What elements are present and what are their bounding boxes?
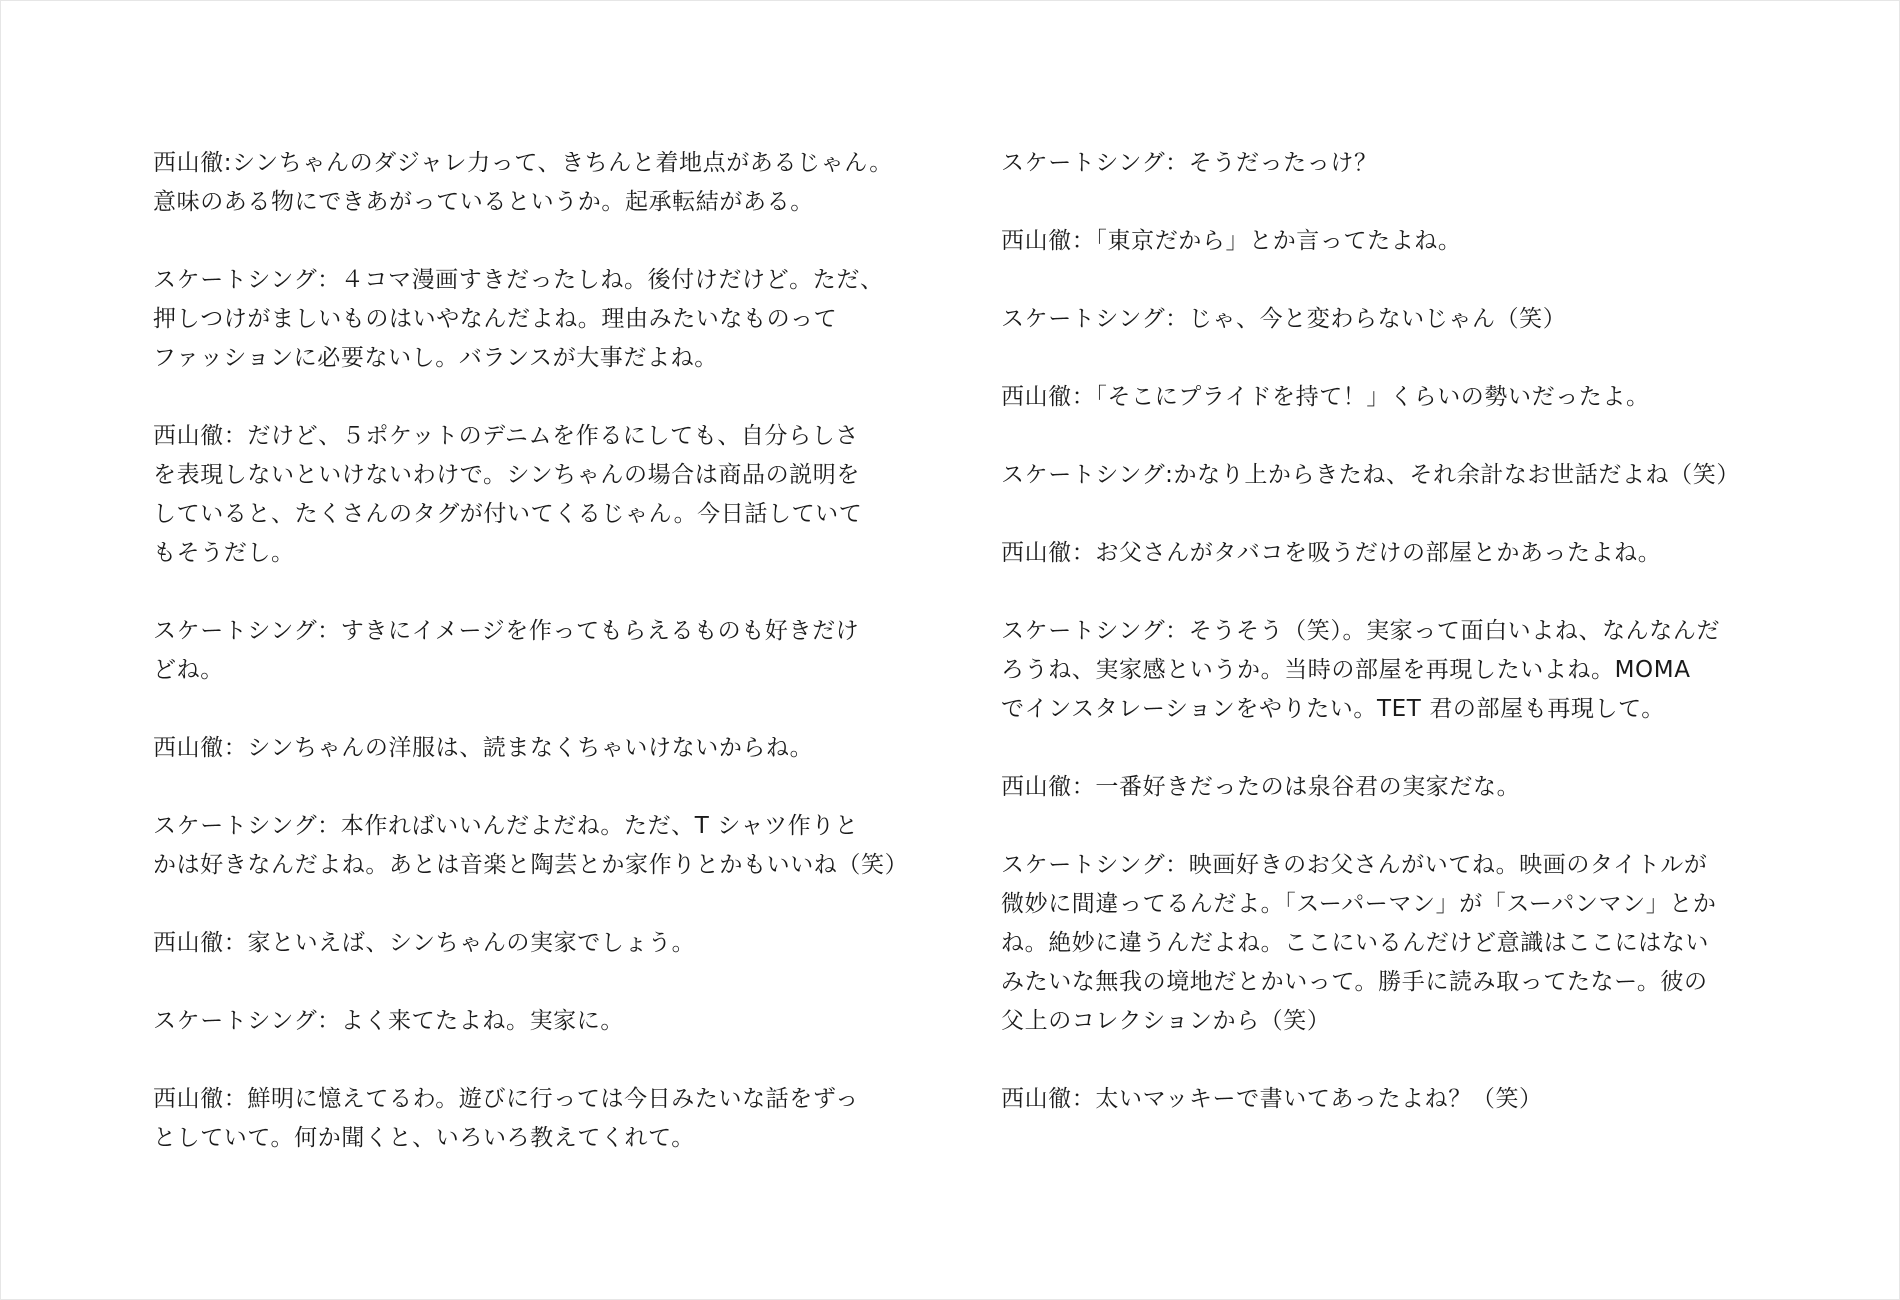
dialogue-line: スケートシング：映画好きのお父さんがいてね。映画のタイトルが — [1001, 852, 1708, 878]
dialogue-line: 意味のある物にできあがっているというか。起承転結がある。 — [153, 189, 814, 215]
dialogue-line: していると、たくさんのタグが付いてくるじゃん。今日話していて — [153, 501, 863, 527]
dialogue-line: 西山徹：太いマッキーで書いてあったよね？（笑） — [1001, 1086, 1543, 1112]
dialogue-paragraph — [1001, 456, 1791, 495]
right-column — [1001, 144, 1791, 1158]
dialogue-line: 西山徹：だけど、５ポケットのデニムを作るにしても、自分らしさ — [153, 423, 859, 449]
dialogue-line: 押しつけがましいものはいやなんだよね。理由みたいなものって — [153, 306, 838, 332]
dialogue-line: 西山徹：「そこにプライドを持て！」くらいの勢いだったよ。 — [1001, 384, 1650, 410]
dialogue-paragraph — [153, 729, 928, 768]
dialogue-line: 西山徹:シンちゃんのダジャレ力って、きちんと着地点があるじゃん。 — [153, 150, 893, 176]
dialogue-paragraph — [1001, 1080, 1791, 1119]
dialogue-line: スケートシング：そうだったっけ？ — [1001, 150, 1378, 176]
dialogue-line: もそうだし。 — [153, 540, 295, 566]
dialogue-paragraph — [153, 1080, 928, 1158]
dialogue-paragraph — [153, 261, 928, 378]
dialogue-paragraph — [153, 1002, 928, 1041]
dialogue-paragraph — [1001, 222, 1791, 261]
dialogue-paragraph — [153, 144, 928, 222]
dialogue-line: スケートシング：本作ればいいんだよだね。ただ、T シャツ作りと — [153, 813, 859, 839]
dialogue-line: どね。 — [153, 657, 224, 683]
dialogue-paragraph — [1001, 846, 1791, 1041]
dialogue-paragraph — [153, 924, 928, 963]
dialogue-line: スケートシング：４コマ漫画すきだったしね。後付けだけど。ただ、 — [153, 267, 884, 293]
dialogue-paragraph — [1001, 534, 1791, 573]
dialogue-paragraph — [1001, 300, 1791, 339]
dialogue-paragraph — [1001, 378, 1791, 417]
dialogue-line: かは好きなんだよね。あとは音楽と陶芸とか家作りとかもいいね（笑） — [153, 852, 909, 878]
dialogue-paragraph — [153, 417, 928, 573]
dialogue-line: でインスタレーションをやりたい。TET 君の部屋も再現して。 — [1001, 696, 1665, 722]
dialogue-line: 西山徹：シンちゃんの洋服は、読まなくちゃいけないからね。 — [153, 735, 814, 761]
dialogue-line: スケートシング：じゃ、今と変わらないじゃん（笑） — [1001, 306, 1567, 332]
dialogue-paragraph — [153, 612, 928, 690]
dialogue-line: を表現しないといけないわけで。シンちゃんの場合は商品の説明を — [153, 462, 860, 488]
dialogue-paragraph — [153, 807, 928, 885]
dialogue-line: としていて。何か聞くと、いろいろ教えてくれて。 — [153, 1125, 695, 1151]
dialogue-line: スケートシング：よく来てたよね。実家に。 — [153, 1008, 624, 1034]
dialogue-line: 西山徹：お父さんがタバコを吸うだけの部屋とかあったよね。 — [1001, 540, 1662, 566]
dialogue-paragraph — [1001, 612, 1791, 729]
dialogue-line: ろうね、実家感というか。当時の部屋を再現したいよね。MOMA — [1001, 657, 1691, 683]
dialogue-paragraph — [1001, 768, 1791, 807]
dialogue-paragraph — [1001, 144, 1791, 183]
dialogue-line: 西山徹：「東京だから」とか言ってたよね。 — [1001, 228, 1462, 254]
dialogue-line: スケートシング：そうそう（笑）。実家って面白いよね、なんなんだ — [1001, 618, 1721, 644]
dialogue-line: スケートシング：すきにイメージを作ってもらえるものも好きだけ — [153, 618, 860, 644]
dialogue-line: 微妙に間違ってるんだよ。「スーパーマン」が「スーパンマン」とか — [1001, 891, 1717, 917]
dialogue-line: ファッションに必要ないし。バランスが大事だよね。 — [153, 345, 718, 371]
dialogue-line: みたいな無我の境地だとかいって。勝手に読み取ってたなー。彼の — [1001, 969, 1708, 995]
dialogue-line: 西山徹：一番好きだったのは泉谷君の実家だな。 — [1001, 774, 1521, 800]
dialogue-line: 西山徹：鮮明に憶えてるわ。遊びに行っては今日みたいな話をずっ — [153, 1086, 859, 1112]
dialogue-line: ね。絶妙に違うんだよね。ここにいるんだけど意識はここにはない — [1001, 930, 1709, 956]
left-column — [153, 144, 928, 1197]
dialogue-line: 父上のコレクションから（笑） — [1001, 1008, 1331, 1034]
dialogue-line: 西山徹：家といえば、シンちゃんの実家でしょう。 — [153, 930, 696, 956]
dialogue-line: スケートシング:かなり上からきたね、それ余計なお世話だよね（笑） — [1001, 462, 1740, 488]
